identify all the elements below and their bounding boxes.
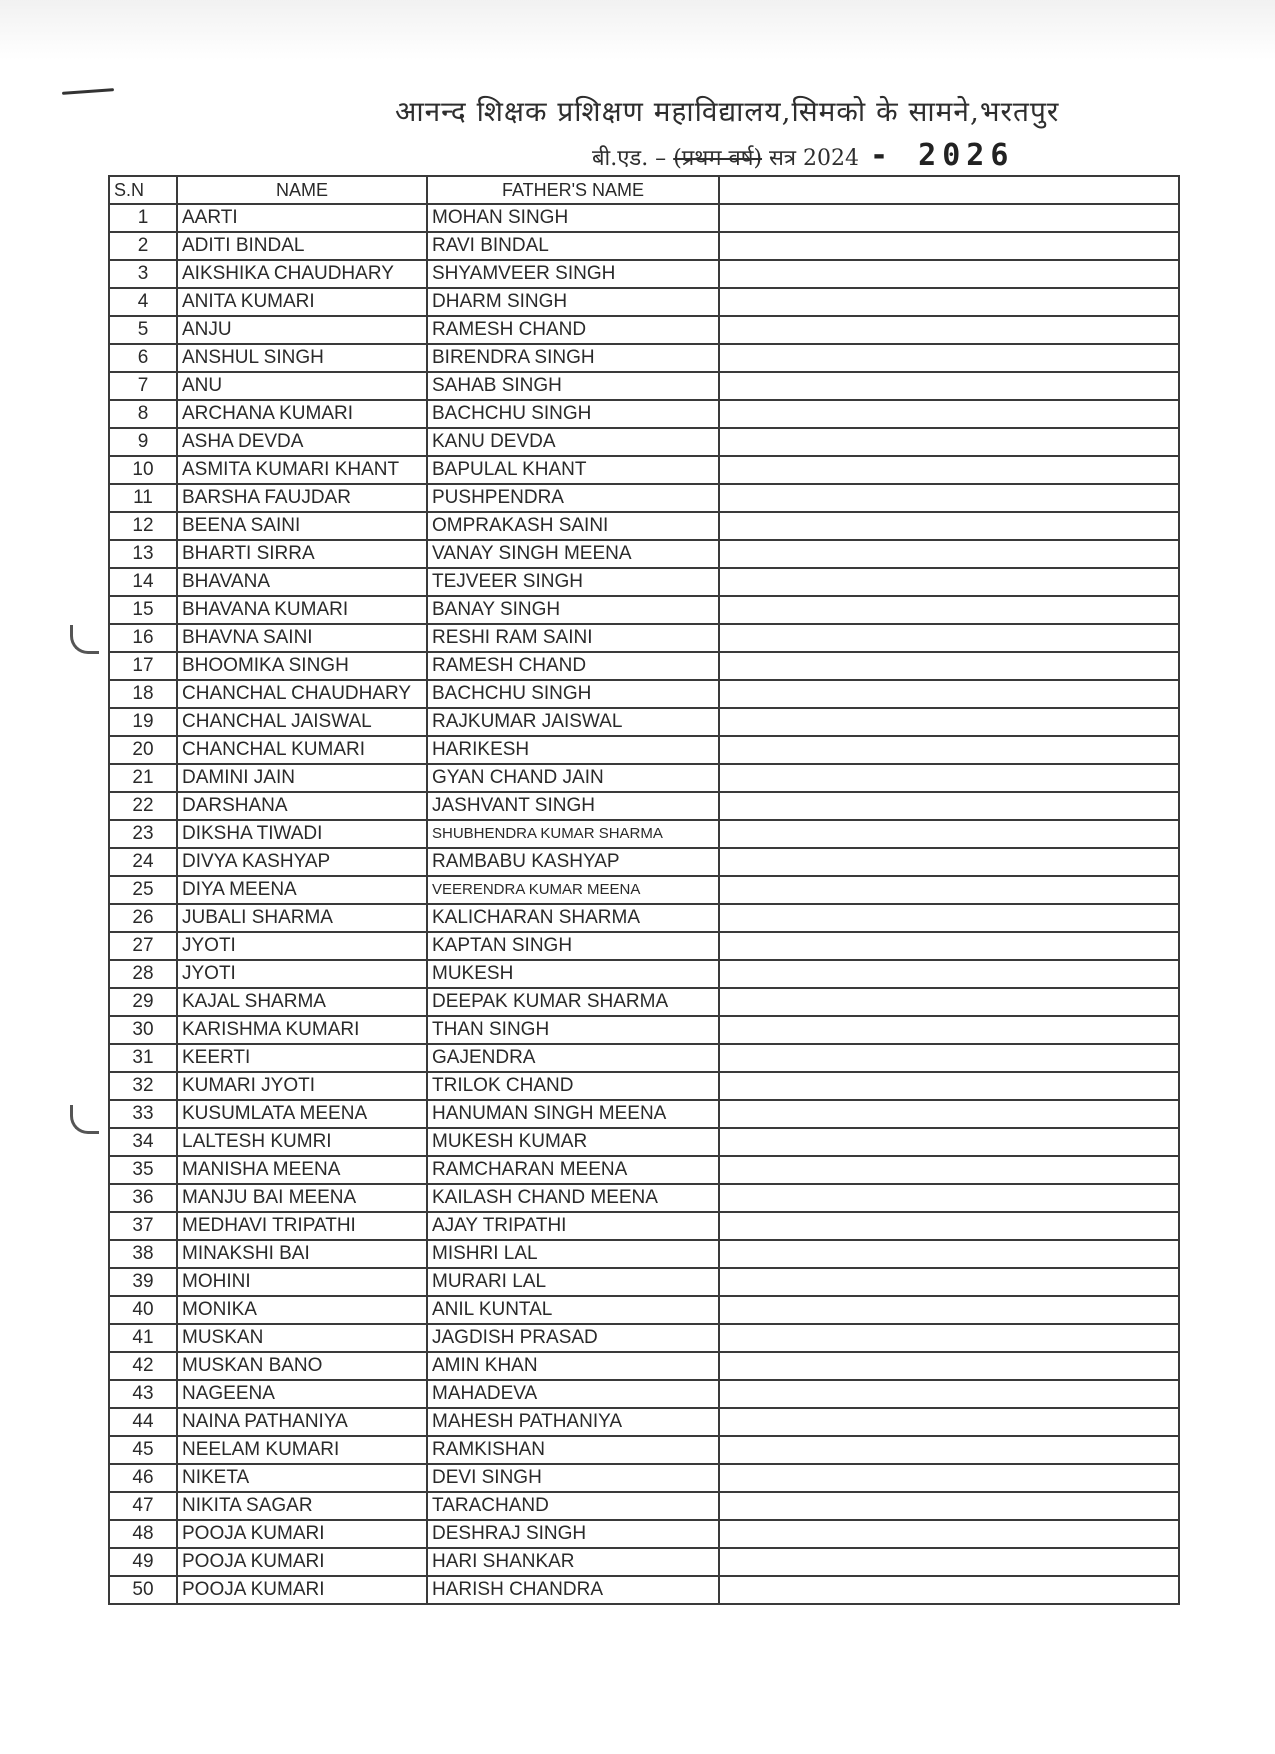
sn-cell: 29	[109, 988, 177, 1016]
father-name-cell: GAJENDRA	[427, 1044, 719, 1072]
blank-cell	[719, 1548, 1179, 1576]
blank-cell	[719, 736, 1179, 764]
student-name-cell: CHANCHAL KUMARI	[177, 736, 427, 764]
father-name-cell: DEVI SINGH	[427, 1464, 719, 1492]
father-name-cell: RESHI RAM SAINI	[427, 624, 719, 652]
father-name-cell: RAMCHARAN MEENA	[427, 1156, 719, 1184]
blank-cell	[719, 1408, 1179, 1436]
table-row	[109, 316, 1179, 344]
sn-cell: 47	[109, 1492, 177, 1520]
student-name-cell: MOHINI	[177, 1268, 427, 1296]
column-header-sn: S.N	[109, 176, 177, 204]
table-row	[109, 540, 1179, 568]
table-row	[109, 232, 1179, 260]
father-name-cell: MUKESH	[427, 960, 719, 988]
sn-cell: 30	[109, 1016, 177, 1044]
student-name-cell: JYOTI	[177, 932, 427, 960]
table-row	[109, 1408, 1179, 1436]
table-row	[109, 1016, 1179, 1044]
table-row	[109, 456, 1179, 484]
father-name-cell: MISHRI LAL	[427, 1240, 719, 1268]
father-name-cell: RAMBABU KASHYAP	[427, 848, 719, 876]
sn-cell: 34	[109, 1128, 177, 1156]
student-name-cell: KUSUMLATA MEENA	[177, 1100, 427, 1128]
table-row	[109, 1240, 1179, 1268]
father-name-cell: HARIKESH	[427, 736, 719, 764]
institution-title: आनन्द शिक्षक प्रशिक्षण महाविद्यालय,सिमको के सामने,भरतपुर	[395, 95, 1060, 128]
student-name-cell: MINAKSHI BAI	[177, 1240, 427, 1268]
father-name-cell: SAHAB SINGH	[427, 372, 719, 400]
table-row	[109, 1464, 1179, 1492]
sn-cell: 20	[109, 736, 177, 764]
father-name-cell: HANUMAN SINGH MEENA	[427, 1100, 719, 1128]
student-name-cell: DIKSHA TIWADI	[177, 820, 427, 848]
sn-cell: 10	[109, 456, 177, 484]
table-row	[109, 1268, 1179, 1296]
blank-cell	[719, 904, 1179, 932]
blank-cell	[719, 484, 1179, 512]
sn-cell: 6	[109, 344, 177, 372]
pen-stroke-mark	[62, 88, 114, 95]
blank-cell	[719, 1296, 1179, 1324]
student-name-cell: AIKSHIKA CHAUDHARY	[177, 260, 427, 288]
father-name-cell: RAJKUMAR JAISWAL	[427, 708, 719, 736]
sn-cell: 23	[109, 820, 177, 848]
student-name-cell: POOJA KUMARI	[177, 1520, 427, 1548]
sn-cell: 25	[109, 876, 177, 904]
table-row	[109, 988, 1179, 1016]
table-row	[109, 1380, 1179, 1408]
table-row	[109, 204, 1179, 232]
blank-cell	[719, 1520, 1179, 1548]
student-name-cell: ASHA DEVDA	[177, 428, 427, 456]
student-name-cell: ANJU	[177, 316, 427, 344]
table-row	[109, 960, 1179, 988]
table-row	[109, 1576, 1179, 1604]
blank-cell	[719, 1324, 1179, 1352]
student-name-cell: NAINA PATHANIYA	[177, 1408, 427, 1436]
blank-cell	[719, 596, 1179, 624]
sn-cell: 4	[109, 288, 177, 316]
roster-body	[109, 204, 1179, 1604]
sn-cell: 28	[109, 960, 177, 988]
blank-cell	[719, 1352, 1179, 1380]
handwritten-end-year: - 2026	[870, 138, 1015, 173]
blank-cell	[719, 792, 1179, 820]
table-row	[109, 904, 1179, 932]
sn-cell: 11	[109, 484, 177, 512]
sn-cell: 36	[109, 1184, 177, 1212]
sn-cell: 43	[109, 1380, 177, 1408]
table-row	[109, 372, 1179, 400]
sn-cell: 37	[109, 1212, 177, 1240]
father-name-cell: DEEPAK KUMAR SHARMA	[427, 988, 719, 1016]
sn-cell: 41	[109, 1324, 177, 1352]
table-row	[109, 484, 1179, 512]
sn-cell: 26	[109, 904, 177, 932]
father-name-cell: HARI SHANKAR	[427, 1548, 719, 1576]
sn-cell: 12	[109, 512, 177, 540]
sn-cell: 3	[109, 260, 177, 288]
blank-cell	[719, 1100, 1179, 1128]
father-name-cell: MURARI LAL	[427, 1268, 719, 1296]
student-name-cell: KARISHMA KUMARI	[177, 1016, 427, 1044]
sn-cell: 44	[109, 1408, 177, 1436]
blank-cell	[719, 204, 1179, 232]
father-name-cell: OMPRAKASH SAINI	[427, 512, 719, 540]
sn-cell: 48	[109, 1520, 177, 1548]
student-name-cell: ANSHUL SINGH	[177, 344, 427, 372]
sn-cell: 32	[109, 1072, 177, 1100]
student-name-cell: MANJU BAI MEENA	[177, 1184, 427, 1212]
table-row	[109, 652, 1179, 680]
father-name-cell: THAN SINGH	[427, 1016, 719, 1044]
father-name-cell: TARACHAND	[427, 1492, 719, 1520]
father-name-cell: ANIL KUNTAL	[427, 1296, 719, 1324]
table-row	[109, 344, 1179, 372]
blank-cell	[719, 1072, 1179, 1100]
table-row	[109, 1156, 1179, 1184]
blank-cell	[719, 1436, 1179, 1464]
blank-cell	[719, 764, 1179, 792]
father-name-cell: KANU DEVDA	[427, 428, 719, 456]
blank-cell	[719, 1044, 1179, 1072]
blank-cell	[719, 568, 1179, 596]
blank-cell	[719, 288, 1179, 316]
student-name-cell: BHARTI SIRRA	[177, 540, 427, 568]
father-name-cell: SHUBHENDRA KUMAR SHARMA	[427, 820, 719, 848]
father-name-cell: SHYAMVEER SINGH	[427, 260, 719, 288]
blank-cell	[719, 1464, 1179, 1492]
table-row	[109, 736, 1179, 764]
student-name-cell: JUBALI SHARMA	[177, 904, 427, 932]
sn-cell: 17	[109, 652, 177, 680]
student-name-cell: ANU	[177, 372, 427, 400]
sn-cell: 31	[109, 1044, 177, 1072]
blank-cell	[719, 988, 1179, 1016]
father-name-cell: TEJVEER SINGH	[427, 568, 719, 596]
student-name-cell: BHAVANA	[177, 568, 427, 596]
table-row	[109, 568, 1179, 596]
blank-cell	[719, 848, 1179, 876]
blank-cell	[719, 1576, 1179, 1604]
student-name-cell: JYOTI	[177, 960, 427, 988]
blank-cell	[719, 540, 1179, 568]
table-row	[109, 1520, 1179, 1548]
sn-cell: 22	[109, 792, 177, 820]
student-name-cell: LALTESH KUMRI	[177, 1128, 427, 1156]
sn-cell: 24	[109, 848, 177, 876]
student-name-cell: CHANCHAL JAISWAL	[177, 708, 427, 736]
father-name-cell: MAHESH PATHANIYA	[427, 1408, 719, 1436]
student-name-cell: KUMARI JYOTI	[177, 1072, 427, 1100]
blank-cell	[719, 232, 1179, 260]
blank-cell	[719, 428, 1179, 456]
father-name-cell: VANAY SINGH MEENA	[427, 540, 719, 568]
table-row	[109, 1492, 1179, 1520]
table-row	[109, 764, 1179, 792]
sn-cell: 14	[109, 568, 177, 596]
father-name-cell: AJAY TRIPATHI	[427, 1212, 719, 1240]
student-name-cell: CHANCHAL CHAUDHARY	[177, 680, 427, 708]
father-name-cell: DESHRAJ SINGH	[427, 1520, 719, 1548]
blank-cell	[719, 652, 1179, 680]
sn-cell: 13	[109, 540, 177, 568]
father-name-cell: BAPULAL KHANT	[427, 456, 719, 484]
father-name-cell: HARISH CHANDRA	[427, 1576, 719, 1604]
father-name-cell: DHARM SINGH	[427, 288, 719, 316]
father-name-cell: TRILOK CHAND	[427, 1072, 719, 1100]
student-name-cell: POOJA KUMARI	[177, 1576, 427, 1604]
blank-cell	[719, 512, 1179, 540]
table-row	[109, 792, 1179, 820]
student-name-cell: AARTI	[177, 204, 427, 232]
blank-cell	[719, 624, 1179, 652]
father-name-cell: JASHVANT SINGH	[427, 792, 719, 820]
table-header-row	[109, 176, 1179, 204]
father-name-cell: RAMESH CHAND	[427, 316, 719, 344]
session-label: सत्र 2024	[769, 146, 860, 171]
table-row	[109, 428, 1179, 456]
blank-cell	[719, 820, 1179, 848]
blank-cell	[719, 1380, 1179, 1408]
father-name-cell: AMIN KHAN	[427, 1352, 719, 1380]
student-name-cell: BARSHA FAUJDAR	[177, 484, 427, 512]
student-name-cell: BEENA SAINI	[177, 512, 427, 540]
student-name-cell: NIKETA	[177, 1464, 427, 1492]
blank-cell	[719, 456, 1179, 484]
sn-cell: 40	[109, 1296, 177, 1324]
table-row	[109, 1044, 1179, 1072]
sn-cell: 2	[109, 232, 177, 260]
table-row	[109, 848, 1179, 876]
father-name-cell: MUKESH KUMAR	[427, 1128, 719, 1156]
father-name-cell: KAILASH CHAND MEENA	[427, 1184, 719, 1212]
table-row	[109, 680, 1179, 708]
sn-cell: 42	[109, 1352, 177, 1380]
father-name-cell: RAVI BINDAL	[427, 232, 719, 260]
father-name-cell: KALICHARAN SHARMA	[427, 904, 719, 932]
sn-cell: 38	[109, 1240, 177, 1268]
table-row	[109, 624, 1179, 652]
table-row	[109, 512, 1179, 540]
student-name-cell: NAGEENA	[177, 1380, 427, 1408]
sn-cell: 7	[109, 372, 177, 400]
blank-cell	[719, 960, 1179, 988]
student-name-cell: DIYA MEENA	[177, 876, 427, 904]
sn-cell: 35	[109, 1156, 177, 1184]
father-name-cell: BACHCHU SINGH	[427, 680, 719, 708]
student-name-cell: BHOOMIKA SINGH	[177, 652, 427, 680]
table-row	[109, 1352, 1179, 1380]
table-row	[109, 1212, 1179, 1240]
student-name-cell: MONIKA	[177, 1296, 427, 1324]
blank-cell	[719, 876, 1179, 904]
scan-shadow	[0, 0, 1275, 60]
sn-cell: 46	[109, 1464, 177, 1492]
father-name-cell: BIRENDRA SINGH	[427, 344, 719, 372]
punch-hole-mark-upper	[70, 625, 99, 654]
student-name-cell: MUSKAN BANO	[177, 1352, 427, 1380]
father-name-cell: BANAY SINGH	[427, 596, 719, 624]
student-name-cell: MANISHA MEENA	[177, 1156, 427, 1184]
blank-cell	[719, 1212, 1179, 1240]
student-name-cell: NEELAM KUMARI	[177, 1436, 427, 1464]
blank-cell	[719, 1492, 1179, 1520]
father-name-cell: RAMKISHAN	[427, 1436, 719, 1464]
student-roster-table	[108, 175, 1180, 1605]
sn-cell: 1	[109, 204, 177, 232]
sn-cell: 39	[109, 1268, 177, 1296]
table-row	[109, 1184, 1179, 1212]
table-row	[109, 820, 1179, 848]
blank-cell	[719, 1184, 1179, 1212]
table-row	[109, 1128, 1179, 1156]
sn-cell: 45	[109, 1436, 177, 1464]
student-name-cell: MUSKAN	[177, 1324, 427, 1352]
table-row	[109, 288, 1179, 316]
student-name-cell: KAJAL SHARMA	[177, 988, 427, 1016]
sn-cell: 19	[109, 708, 177, 736]
sn-cell: 16	[109, 624, 177, 652]
blank-cell	[719, 1268, 1179, 1296]
father-name-cell: RAMESH CHAND	[427, 652, 719, 680]
table-row	[109, 1100, 1179, 1128]
student-name-cell: KEERTI	[177, 1044, 427, 1072]
student-name-cell: ASMITA KUMARI KHANT	[177, 456, 427, 484]
student-name-cell: ADITI BINDAL	[177, 232, 427, 260]
table-row	[109, 1296, 1179, 1324]
table-row	[109, 1436, 1179, 1464]
table-row	[109, 932, 1179, 960]
father-name-cell: MAHADEVA	[427, 1380, 719, 1408]
sn-cell: 21	[109, 764, 177, 792]
father-name-cell: PUSHPENDRA	[427, 484, 719, 512]
student-name-cell: MEDHAVI TRIPATHI	[177, 1212, 427, 1240]
table-row	[109, 260, 1179, 288]
blank-cell	[719, 932, 1179, 960]
student-name-cell: BHAVANA KUMARI	[177, 596, 427, 624]
sn-cell: 18	[109, 680, 177, 708]
sn-cell: 8	[109, 400, 177, 428]
student-name-cell: ANITA KUMARI	[177, 288, 427, 316]
father-name-cell: JAGDISH PRASAD	[427, 1324, 719, 1352]
student-name-cell: POOJA KUMARI	[177, 1548, 427, 1576]
father-name-cell: GYAN CHAND JAIN	[427, 764, 719, 792]
course-label: बी.एड. –	[592, 146, 667, 171]
student-name-cell: DIVYA KASHYAP	[177, 848, 427, 876]
column-header-name: NAME	[177, 176, 427, 204]
blank-cell	[719, 400, 1179, 428]
sn-cell: 27	[109, 932, 177, 960]
student-name-cell: BHAVNA SAINI	[177, 624, 427, 652]
column-header-father-name: FATHER'S NAME	[427, 176, 719, 204]
sn-cell: 50	[109, 1576, 177, 1604]
table-row	[109, 876, 1179, 904]
sn-cell: 5	[109, 316, 177, 344]
blank-cell	[719, 708, 1179, 736]
father-name-cell: MOHAN SINGH	[427, 204, 719, 232]
father-name-cell: BACHCHU SINGH	[427, 400, 719, 428]
table-row	[109, 596, 1179, 624]
father-name-cell: KAPTAN SINGH	[427, 932, 719, 960]
table-row	[109, 400, 1179, 428]
blank-cell	[719, 1240, 1179, 1268]
table-row	[109, 1072, 1179, 1100]
blank-cell	[719, 1156, 1179, 1184]
blank-cell	[719, 316, 1179, 344]
student-name-cell: ARCHANA KUMARI	[177, 400, 427, 428]
blank-cell	[719, 680, 1179, 708]
sn-cell: 15	[109, 596, 177, 624]
blank-cell	[719, 344, 1179, 372]
father-name-cell: VEERENDRA KUMAR MEENA	[427, 876, 719, 904]
sn-cell: 49	[109, 1548, 177, 1576]
sn-cell: 33	[109, 1100, 177, 1128]
struck-year-label: (प्रथम वर्ष)	[673, 146, 763, 171]
column-header-blank	[719, 176, 1179, 204]
blank-cell	[719, 1128, 1179, 1156]
blank-cell	[719, 260, 1179, 288]
student-name-cell: DARSHANA	[177, 792, 427, 820]
blank-cell	[719, 1016, 1179, 1044]
student-name-cell: DAMINI JAIN	[177, 764, 427, 792]
table-row	[109, 708, 1179, 736]
student-name-cell: NIKITA SAGAR	[177, 1492, 427, 1520]
session-subtitle	[592, 138, 1112, 173]
punch-hole-mark-lower	[70, 1105, 99, 1134]
sn-cell: 9	[109, 428, 177, 456]
blank-cell	[719, 372, 1179, 400]
table-row	[109, 1548, 1179, 1576]
table-row	[109, 1324, 1179, 1352]
